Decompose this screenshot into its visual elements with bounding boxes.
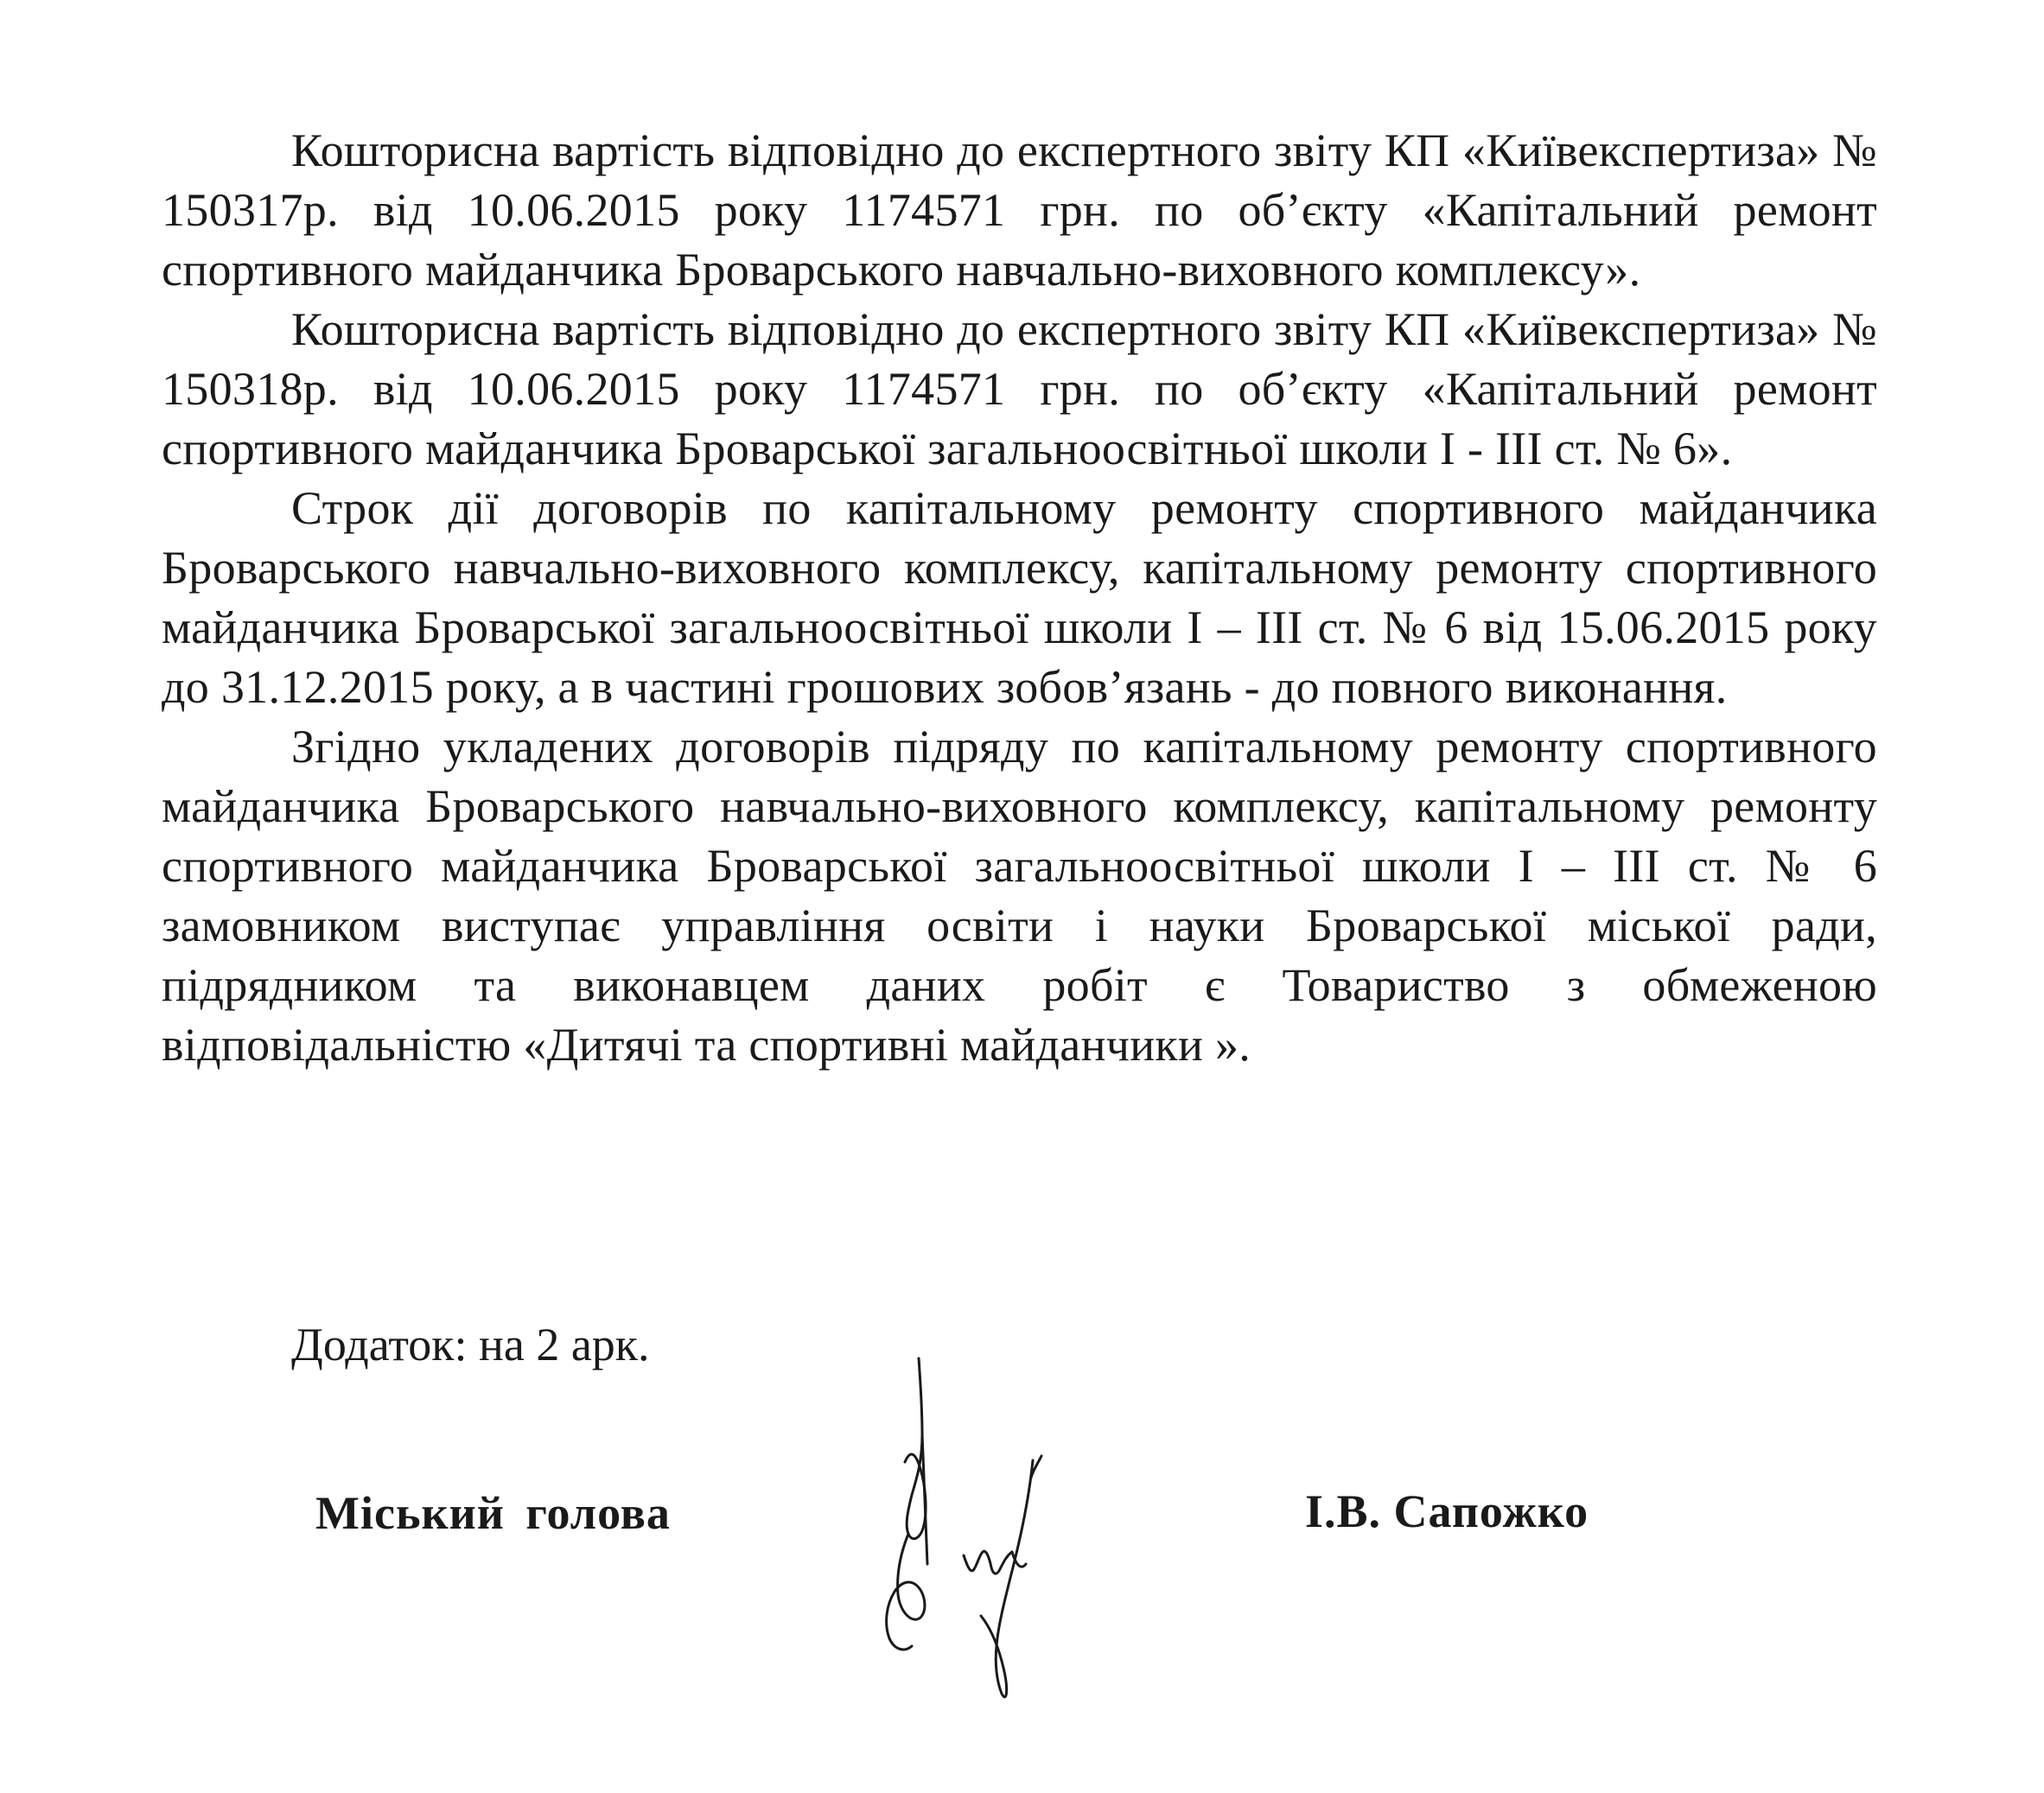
paragraph-cost-school: Кошторисна вартість відповідно до експертного звіту КП «Київекспертиза» № 150318р. від 10.06.2015 року 1174571 грн. по об’єкту «Капітальний ремонт спортивного майданчика Броварської загальноосвітньої школи І - ІІІ ст. № 6». (162, 303, 1877, 474)
signatory-title: Міський голова (315, 1487, 671, 1539)
paragraph-contract-term: Строк дії договорів по капітальному ремонту спортивного майданчика Броварського навчально-виховного комплексу, капітальному ремонту спортивного майданчика Броварської загальноосвітньої школи І – ІІІ ст. № 6 від 15.06.2015 року до 31.12.2015 року, а в частині грошових зобов’язань - до повного виконання. (162, 482, 1877, 713)
addendum-note: Додаток: на 2 арк. (291, 1319, 650, 1370)
paragraph-contract-parties: Згідно укладених договорів підряду по капітальному ремонту спортивного майданчика Броварського навчально-виховного комплексу, капітальному ремонту спортивного майданчика Броварської загальноосвітньої школи І – ІІІ ст. № 6 замовником виступає управління освіти і науки Броварської міської ради, підрядником та виконавцем даних робіт є Товариство з обмеженою відповідальністю «Дитячі та спортивні майданчики ». (162, 721, 1877, 1071)
signatory-name: І.В. Сапожко (1305, 1485, 1589, 1537)
document-body (162, 121, 1877, 1075)
handwritten-signature (860, 1348, 1119, 1780)
paragraph-cost-nvk: Кошторисна вартість відповідно до експертного звіту КП «Київекспертиза» № 150317р. від 10.06.2015 року 1174571 грн. по об’єкту «Капітальний ремонт спортивного майданчика Броварського навчально-виховного комплексу». (162, 124, 1877, 296)
